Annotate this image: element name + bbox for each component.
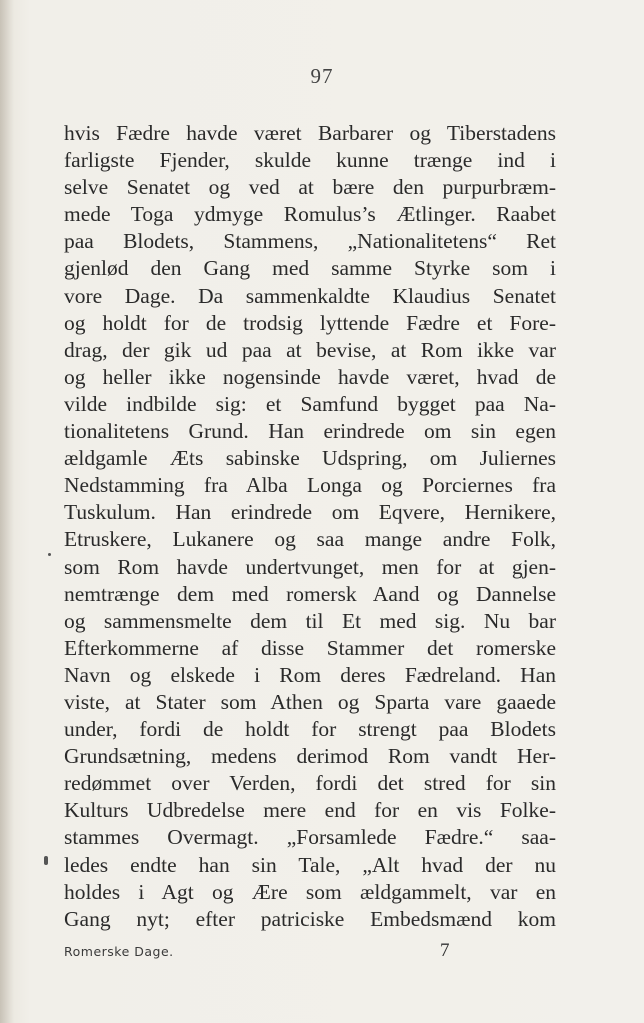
page-footer	[64, 940, 464, 966]
text-line: Etruskere, Lukanere og saa mange andre Folk,	[64, 527, 556, 552]
text-line: farligste Fjender, skulde kunne trænge ind i	[64, 148, 556, 173]
text-line: drag, der gik ud paa at bevise, at Rom ikke var	[64, 337, 556, 362]
text-line: Navn og elskede i Rom deres Fædreland. Han	[64, 662, 556, 687]
text-line: og heller ikke nogensinde havde været, hvad de	[64, 364, 556, 389]
text-line: vilde indbilde sig: et Samfund bygget paa Na-	[64, 391, 556, 416]
text-line: gjenlød den Gang med samme Styrke som i	[64, 256, 556, 281]
text-line: viste, at Stater som Athen og Sparta vare gaaede	[64, 689, 556, 714]
text-line: ældgamle Æts sabinske Udspring, om Juliernes	[64, 446, 556, 471]
sheet-number: 7	[440, 940, 450, 961]
text-line: vore Dage. Da sammenkaldte Klaudius Senatet	[64, 283, 556, 308]
ink-speck	[48, 553, 51, 556]
text-line: holdes i Agt og Ære som ældgammelt, var en	[64, 879, 556, 904]
ink-speck	[44, 856, 48, 865]
text-line: ledes endte han sin Tale, „Alt hvad der nu	[64, 852, 556, 877]
page-number: 97	[310, 64, 334, 88]
text-line: Efterkommerne af disse Stammer det romerske	[64, 635, 556, 660]
text-line: mede Toga ydmyge Romulus’s Ætlinger. Raabet	[64, 202, 556, 227]
text-line: paa Blodets, Stammens, „Nationalitetens“ Ret	[64, 229, 556, 254]
text-line: Kulturs Udbredelse mere end for en vis Folke-	[64, 798, 556, 823]
signature-mark: Romerske Dage.	[64, 944, 174, 959]
text-line: Gang nyt; efter patriciske Embedsmænd kom	[64, 906, 556, 931]
text-line: nemtrænge dem med romersk Aand og Dannelse	[64, 581, 556, 606]
text-line: Nedstamming fra Alba Longa og Porciernes fra	[64, 473, 556, 498]
text-line: under, fordi de holdt for strengt paa Blodets	[64, 717, 556, 742]
text-line: selve Senatet og ved at bære den purpurbræm-	[64, 175, 556, 200]
page-edge-shadow	[0, 0, 14, 1023]
text-line: tionalitetens Grund. Han erindrede om sin egen	[64, 419, 556, 444]
text-line: som Rom havde undertvunget, men for at gjen-	[64, 554, 556, 579]
text-line: Tuskulum. Han erindrede om Eqvere, Hernikere,	[64, 500, 556, 525]
text-line: Grundsætning, medens derimod Rom vandt Her-	[64, 744, 556, 769]
text-line: og holdt for de trodsig lyttende Fædre et Fore-	[64, 310, 556, 335]
text-line: og sammensmelte dem til Et med sig. Nu bar	[64, 608, 556, 633]
text-line: hvis Fædre havde været Barbarer og Tiberstadens	[64, 121, 556, 145]
text-line: redømmet over Verden, fordi det stred for sin	[64, 771, 556, 796]
body-text	[64, 120, 556, 933]
text-line: stammes Overmagt. „Forsamlede Fædre.“ saa-	[64, 825, 556, 850]
